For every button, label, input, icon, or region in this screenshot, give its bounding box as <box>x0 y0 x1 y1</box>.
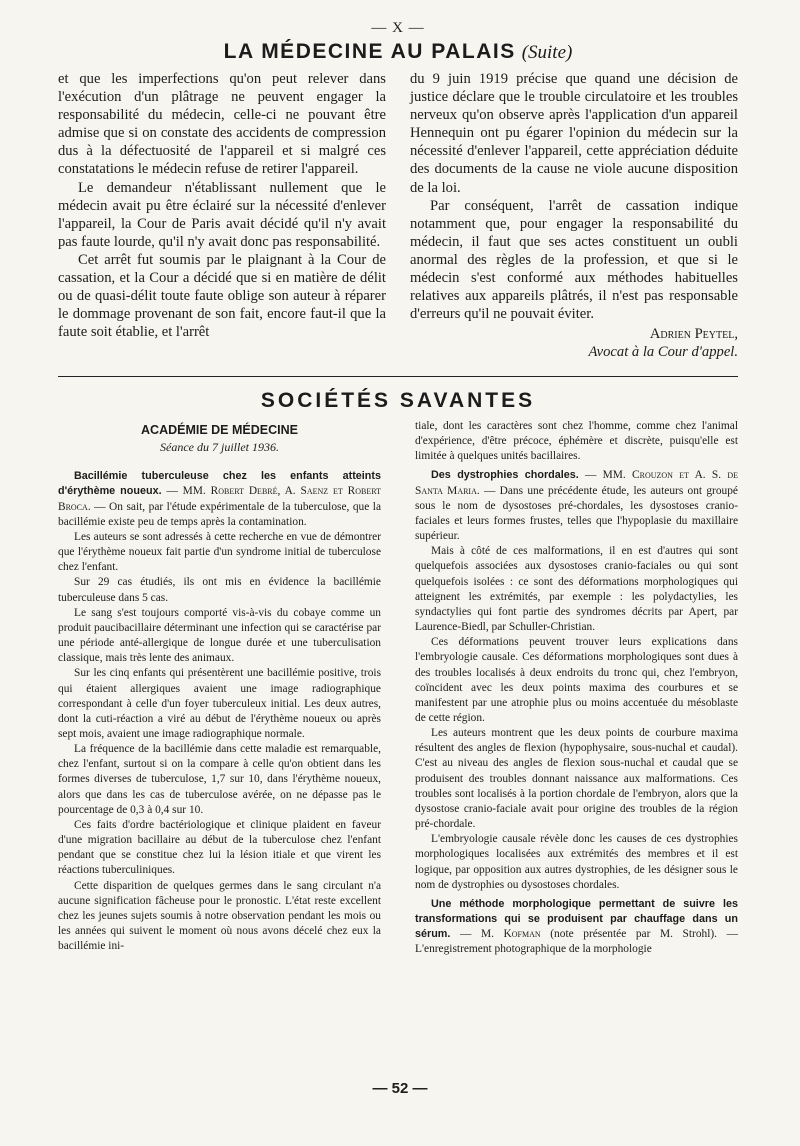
entry-paragraph: Ces déformations peuvent trouver leurs explications dans l'embryologie causale. Ces déformations morphologiques sont dues à des troubles localisés à deux endroits du tronc qui, chez l'embryon, coïncident avec les deux points maxima des courbures et se manifestent par une atrophie plus ou moins accentuée du mésoblaste de cette région. <box>415 636 738 724</box>
page-number: — 52 — <box>372 1080 428 1097</box>
entry-note: (note présentée par M. Strohl). — <box>540 928 738 941</box>
article-title-text: LA MÉDECINE AU PALAIS <box>223 40 516 63</box>
entry-paragraph: Sur les cinq enfants qui présentèrent une bacillémie positive, trois qui étaient allergiques avaient une image radiographique correspondant à celle d'un foyer tuberculeux initial. Les deux autres, dont la cuti-réaction a viré au début de l'érythème noueux ou après sept mois, avaient une image radiographique normale. <box>58 667 381 740</box>
academy-heading: ACADÉMIE DE MÉDECINE <box>141 423 298 437</box>
societes-right-column <box>415 419 738 957</box>
entry-paragraph: L'embryologie causale révèle donc les causes de ces dystrophies morphologiques localisées aux extrémités des membres et il est logique, par opposition aux autres dystrophies, de les désigner sous le nom de dystrophies ou dysostoses chordales. <box>415 833 738 891</box>
entry-paragraph: Les auteurs se sont adressés à cette recherche en vue de démontrer que l'érythème noueux fait partie d'un syndrome initial de tuberculose chez l'enfant. <box>58 530 381 574</box>
societes-columns <box>58 419 738 957</box>
entry-authors: — MM. Robert Debré, A. Saenz et Robert Broca. <box>58 485 381 513</box>
entry-heading: Bacillémie tuberculeuse chez les enfants atteints d'érythème noueux. <box>58 470 381 498</box>
entry-paragraph: Mais à côté de ces malformations, il en est d'autres qui sont quelquefois associées aux dysostoses cranio-faciales ou qui sont quelquefois isolées : ce sont des déformations morphologiques qui atteignent les extrémités, par exemple : les polydactylies, les syndactylies qui font partie des syndromes décrits par Apert, par Laurence-Biedl, par Schuller-Christian. <box>415 545 738 634</box>
entry-lead: — On sait, par l'étude expérimentale de la tuberculose, que la bacillémie existe peu de temps après la contamination. <box>58 500 381 528</box>
signature-name: Adrien Peytel, <box>649 326 738 343</box>
page <box>58 18 738 1138</box>
article-paragraph: et que les imperfections qu'on peut relever dans l'exécution d'un plâtrage ne peuvent engager la responsabilité du médecin, celle-ci ne pouvant être admise que si on constate des accidents de compression dus à la défectuosité de l'appareil et si malgré ces constatations le médecin refuse de retirer l'appareil. <box>58 71 386 178</box>
signature-role: Avocat à la Cour d'appel. <box>588 344 738 361</box>
article-columns <box>58 70 738 370</box>
article-paragraph: Cet arrêt fut soumis par le plaignant à la Cour de cassation, et la Cour a décidé que si en matière de délit ou de quasi-délit toute faute oblige son auteur à réparer le dommage provenant de son fait, encore faut-il que la faute soit établie, et l'arrêt <box>58 251 386 341</box>
article-paragraph: du 9 juin 1919 précise que quand une décision de justice déclare que le trouble circulatoire et les troubles nerveux qu'on observe après l'application d'un appareil Hennequin ont pu égarer l'opinion du médecin sur la nécessité d'enlever l'appareil, cette appréciation déduite des documents de la cause ne viole aucune disposition de la loi. <box>410 71 738 196</box>
entry-authors: — MM. Crouzon et A. S. de Santa Maria. <box>415 469 738 497</box>
entry-paragraph: Les auteurs montrent que les deux points de courbure maxima résultent des angles de flexion (hypophysaire, sous-nuchal et caudal). C'est au niveau des angles de flexion sous-nuchal et caudal que se produisent des troubles donnant naissance aux malformations. Ces troubles sont localisés à la portion chordale de l'embryon, alors que la dysostose cranio-faciale avait pour origine des troubles de la région pré-chordale. <box>415 727 738 831</box>
roman-page-number: — X — <box>371 20 425 36</box>
societes-left-column <box>58 419 381 957</box>
article-paragraph: Le demandeur n'établissant nullement que le médecin avait pu être éclairé sur la nécessité d'enlever l'appareil, la Cour de Paris avait décidé qu'il n'y avait pas faute lourde, qu'il n'y avait donc pas responsabilité. <box>58 179 386 250</box>
entry-lead: L'enregistrement photographique de la morphologie <box>415 943 652 956</box>
article-title-suffix: (Suite) <box>521 42 573 63</box>
entry-intro <box>415 897 738 958</box>
entry-paragraph: La fréquence de la bacillémie dans cette maladie est remarquable, chez l'enfant, surtout si on la compare à celle qu'on obtient dans les formes diverses de tuberculose, 1,7 sur 10, dans l'érythème noueux, alors que dans les cas de tuberculose avérée, on ne dépasse pas le pourcentage de 0,3 à 0,4 sur 10. <box>58 743 381 816</box>
signature <box>410 325 738 361</box>
entry-heading: Des dystrophies chordales. <box>431 469 579 482</box>
section-title: SOCIÉTÉS SAVANTES <box>260 389 536 412</box>
article-title <box>58 40 738 64</box>
article-left-column <box>58 70 386 370</box>
entry-heading: Une méthode morphologique permettant de suivre les transformations qui se produisent par chauffage dans un sérum. <box>415 897 738 941</box>
entry-intro <box>58 469 381 530</box>
session-date: Séance du 7 juillet 1936. <box>160 440 279 455</box>
entry-intro <box>415 468 738 544</box>
entry-paragraph: Cette disparition de quelques germes dans le sang circulant n'a aucune signification fâcheuse pour le pronostic. L'état reste excellent chez les jeunes sujets soumis à notre observation pendant les mois ou les années qui suivent le moment où nous avons décelé chez eux la bacillémie ini- <box>58 879 381 953</box>
entry-lead: — Dans une précédente étude, les auteurs ont groupé sous le nom de dysostoses pré-chordales, les dysostoses cranio-faciales et leurs formes frustes, telles que l'hypoplasie du maxillaire supérieur. <box>415 484 738 543</box>
entry-paragraph: Le sang s'est toujours comporté vis-à-vis du cobaye comme un produit paucibacillaire déterminant une infection qui se caractérise par une période anté-allergique de longue durée et une tuberculisation classique, mais très lente des animaux. <box>58 606 381 665</box>
entry-paragraph: tiale, dont les caractères sont chez l'homme, comme chez l'animal d'expérience, d'être précoce, éphémère et discrète, puisqu'elle est limitée à quelques unités bacillaires. <box>415 420 738 463</box>
entry-authors: — M. Kofman <box>460 928 541 941</box>
section-divider <box>58 376 738 377</box>
entry-paragraph: Ces faits d'ordre bactériologique et clinique plaident en faveur d'une migration bacillaire au début de la tuberculose chez l'enfant pendant que se constitue chez lui la lésion itiale et que virent les réactions tuberculiniques. <box>58 818 381 877</box>
article-right-column <box>410 70 738 370</box>
entry-paragraph: Sur 29 cas étudiés, ils ont mis en évidence la bacillémie tuberculeuse dans 5 cas. <box>58 576 381 604</box>
article-paragraph: Par conséquent, l'arrêt de cassation indique notamment que, pour engager la responsabilité du médecin, il faut que ses actes constituent un oubli anormal des règles de la profession, et que si le médecin s'est conformé aux méthodes habituelles relatives aux appareils plâtrés, il n'est pas responsable d'erreurs qu'il ne pouvait éviter. <box>410 197 738 323</box>
